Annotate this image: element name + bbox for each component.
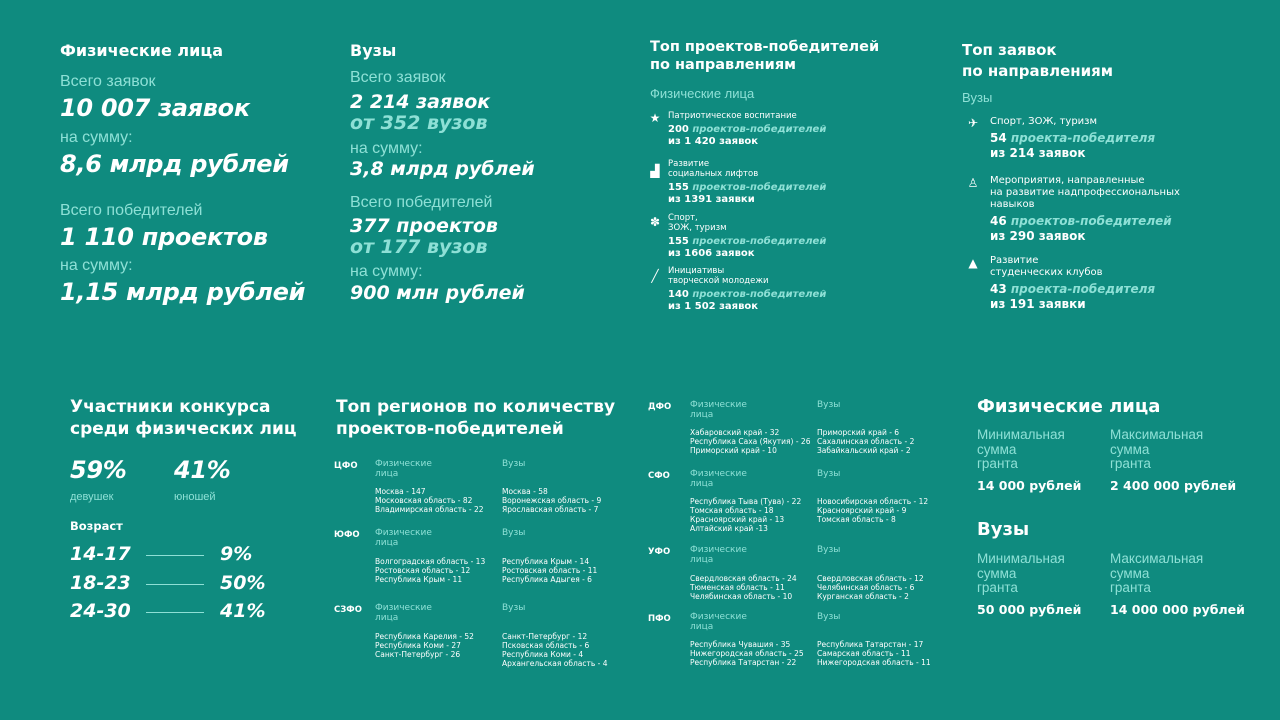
col2-value-universities: от 352 вузов xyxy=(350,112,488,134)
age-range: 14-17 xyxy=(70,543,131,565)
region-head-fiz: Физические лица xyxy=(690,545,747,565)
elevator-icon: ▟ xyxy=(650,164,660,178)
col4-item: ✈ Спорт, ЗОЖ, туризм 54 проекта-победителя из 214 заявок xyxy=(967,116,1156,160)
col2-value-sum: 3,8 млрд рублей xyxy=(350,158,535,180)
col4-item: ♙ Мероприятия, направленные на развитие надпрофессиональных навыков 46 проектов-победителей из 290 заявок xyxy=(967,175,1180,243)
region-head-fiz: Физические лица xyxy=(375,528,432,548)
age-range: 18-23 xyxy=(70,572,131,594)
col2-label-applications: Всего заявок xyxy=(350,69,446,86)
region-list-vuz: Москва - 58 Воронежская область - 9 Ярославская область - 7 xyxy=(502,487,602,514)
region-code: УФО xyxy=(648,547,671,557)
regions-title: Топ регионов по количеству проектов-победителей xyxy=(336,397,616,439)
region-list-vuz: Новосибирская область - 12 Красноярский край - 9 Томская область - 8 xyxy=(817,497,929,524)
region-list-fiz: Волгоградская область - 13 Ростовская область - 12 Республика Крым - 11 xyxy=(375,557,486,584)
col1-value-winners-sum: 1,15 млрд рублей xyxy=(60,278,306,306)
col3-subtitle: Физические лица xyxy=(650,86,755,101)
col3-item: ▟ Развитие социальных лифтов 155 проектов-победителей из 1391 заявки xyxy=(648,159,888,206)
grants-fiz-min-label: Минимальная сумма гранта xyxy=(977,427,1065,471)
age-range: 24-30 xyxy=(70,600,131,622)
graduation-cap-icon: ▲ xyxy=(968,256,978,270)
boys-percent: 41% xyxy=(174,456,231,484)
region-head-fiz: Физические лица xyxy=(375,459,432,479)
region-list-fiz: Свердловская область - 24 Тюменская область - 11 Челябинская область - 10 xyxy=(690,574,797,601)
region-head-vuz: Вузы xyxy=(817,400,841,410)
region-head-fiz: Физические лица xyxy=(690,469,747,489)
region-head-vuz: Вузы xyxy=(817,612,841,622)
region-head-vuz: Вузы xyxy=(817,545,841,555)
region-head-vuz: Вузы xyxy=(502,528,526,538)
col1-value-winners: 1 110 проектов xyxy=(60,223,268,251)
col3-title: Топ проектов-победителей по направлениям xyxy=(650,39,880,73)
region-list-vuz: Санкт-Петербург - 12 Псковская область - 6 Рeспублика Коми - 4 Архангельская область - 4 xyxy=(502,632,608,668)
col1-value-sum: 8,6 млрд рублей xyxy=(60,150,289,178)
region-list-fiz: Республика Карелия - 52 Республика Коми - 27 Санкт-Петербург - 26 xyxy=(375,632,474,659)
col2-label-winners-sum: на сумму: xyxy=(350,263,423,280)
age-divider xyxy=(146,555,204,556)
grants-fiz-min-value: 14 000 рублей xyxy=(977,478,1082,493)
col4-title: Топ заявок по направлениям xyxy=(962,41,1114,80)
grants-vuz-title: Вузы xyxy=(977,519,1030,540)
runner-icon: ✈ xyxy=(967,116,979,130)
col1-label-applications: Всего заявок xyxy=(60,73,156,90)
region-list-vuz: Свердловская область - 12 Челябинская область - 6 Курганская область - 2 xyxy=(817,574,924,601)
age-title: Возраст xyxy=(70,519,123,533)
region-head-fiz: Физические лица xyxy=(690,400,747,420)
col3-item: ╱ Инициативы творческой молодежи 140 проектов-победителей из 1 502 заявок xyxy=(648,266,888,313)
region-head-vuz: Вузы xyxy=(502,459,526,469)
col1-label-winners-sum: на сумму: xyxy=(60,257,133,274)
col1-title: Физические лица xyxy=(60,41,223,60)
col1-label-winners: Всего победителей xyxy=(60,202,203,219)
people-icon: ♙ xyxy=(967,176,979,190)
col1-value-applications: 10 007 заявок xyxy=(60,94,250,122)
col3-item: ★ Патриотическое воспитание 200 проектов-победителей из 1 420 заявок xyxy=(649,111,827,147)
col2-value-applications: 2 214 заявок xyxy=(350,91,491,113)
age-percent: 41% xyxy=(220,600,266,622)
region-list-fiz: Республика Чувашия - 35 Нижегородская область - 25 Республика Татарстан - 22 xyxy=(690,640,804,667)
region-head-fiz: Физические лица xyxy=(375,603,432,623)
col2-label-winners: Всего победителей xyxy=(350,194,493,211)
grants-vuz-max-value: 14 000 000 рублей xyxy=(1110,602,1245,617)
grants-vuz-min-label: Минимальная сумма гранта xyxy=(977,551,1065,595)
col2-title: Вузы xyxy=(350,41,397,60)
region-code: ЮФО xyxy=(334,530,360,540)
grants-vuz-max-label: Максимальная сумма гранта xyxy=(1110,551,1204,595)
col2-value-winners-sum: 900 млн рублей xyxy=(350,282,525,304)
region-list-fiz: Хабаровский край - 32 Республика Саха (Якутия) - 26 Приморский край - 10 xyxy=(690,428,811,455)
region-list-fiz: Москва - 147 Московская область - 82 Владимирская область - 22 xyxy=(375,487,484,514)
age-divider xyxy=(146,612,204,613)
age-percent: 50% xyxy=(220,572,266,594)
col3-item: ✽ Спорт, ЗОЖ, туризм 155 проектов-победителей из 1606 заявок xyxy=(649,213,827,259)
girls-percent: 59% xyxy=(70,456,127,484)
col1-label-sum: на сумму: xyxy=(60,129,133,146)
age-percent: 9% xyxy=(220,543,253,565)
region-list-vuz: Республика Крым - 14 Ростовская область - 11 Республика Адыгея - 6 xyxy=(502,557,598,584)
region-head-fiz: Физические лица xyxy=(690,612,747,632)
brush-icon: ╱ xyxy=(651,269,659,283)
girls-label: девушек xyxy=(70,491,114,503)
grants-fiz-max-value: 2 400 000 рублей xyxy=(1110,478,1237,493)
boys-label: юношей xyxy=(174,491,216,503)
star-icon: ★ xyxy=(649,111,661,125)
region-code: ДФО xyxy=(648,402,672,412)
region-list-vuz: Приморский край - 6 Сахалинская область - 2 Забайкальский край - 2 xyxy=(817,428,915,455)
grants-fiz-max-label: Максимальная сумма гранта xyxy=(1110,427,1204,471)
col4-item: ▲ Развитие студенческих клубов 43 проекта-победителя из 191 заявки xyxy=(966,255,1256,312)
participants-title: Участники конкурса среди физических лиц xyxy=(70,397,297,439)
col4-subtitle: Вузы xyxy=(962,90,993,105)
region-code: СФО xyxy=(648,471,670,481)
grants-fiz-title: Физические лица xyxy=(977,396,1161,417)
col2-value-winners: 377 проектов xyxy=(350,215,498,237)
col2-label-sum: на сумму: xyxy=(350,140,423,157)
region-list-vuz: Республика Татарстан - 17 Самарская область - 11 Нижегородская область - 11 xyxy=(817,640,931,667)
col2-value-winner-universities: от 177 вузов xyxy=(350,236,488,258)
sport-icon: ✽ xyxy=(649,215,661,229)
age-divider xyxy=(146,584,204,585)
region-code: ЦФО xyxy=(334,461,358,471)
region-code: СЗФО xyxy=(334,605,362,615)
region-list-fiz: Республика Тыва (Тува) - 22 Томская область - 18 Красноярский край - 13 Алтайский край -13 xyxy=(690,497,802,533)
grants-vuz-min-value: 50 000 рублей xyxy=(977,602,1082,617)
region-head-vuz: Вузы xyxy=(502,603,526,613)
region-code: ПФО xyxy=(648,614,671,624)
region-head-vuz: Вузы xyxy=(817,469,841,479)
